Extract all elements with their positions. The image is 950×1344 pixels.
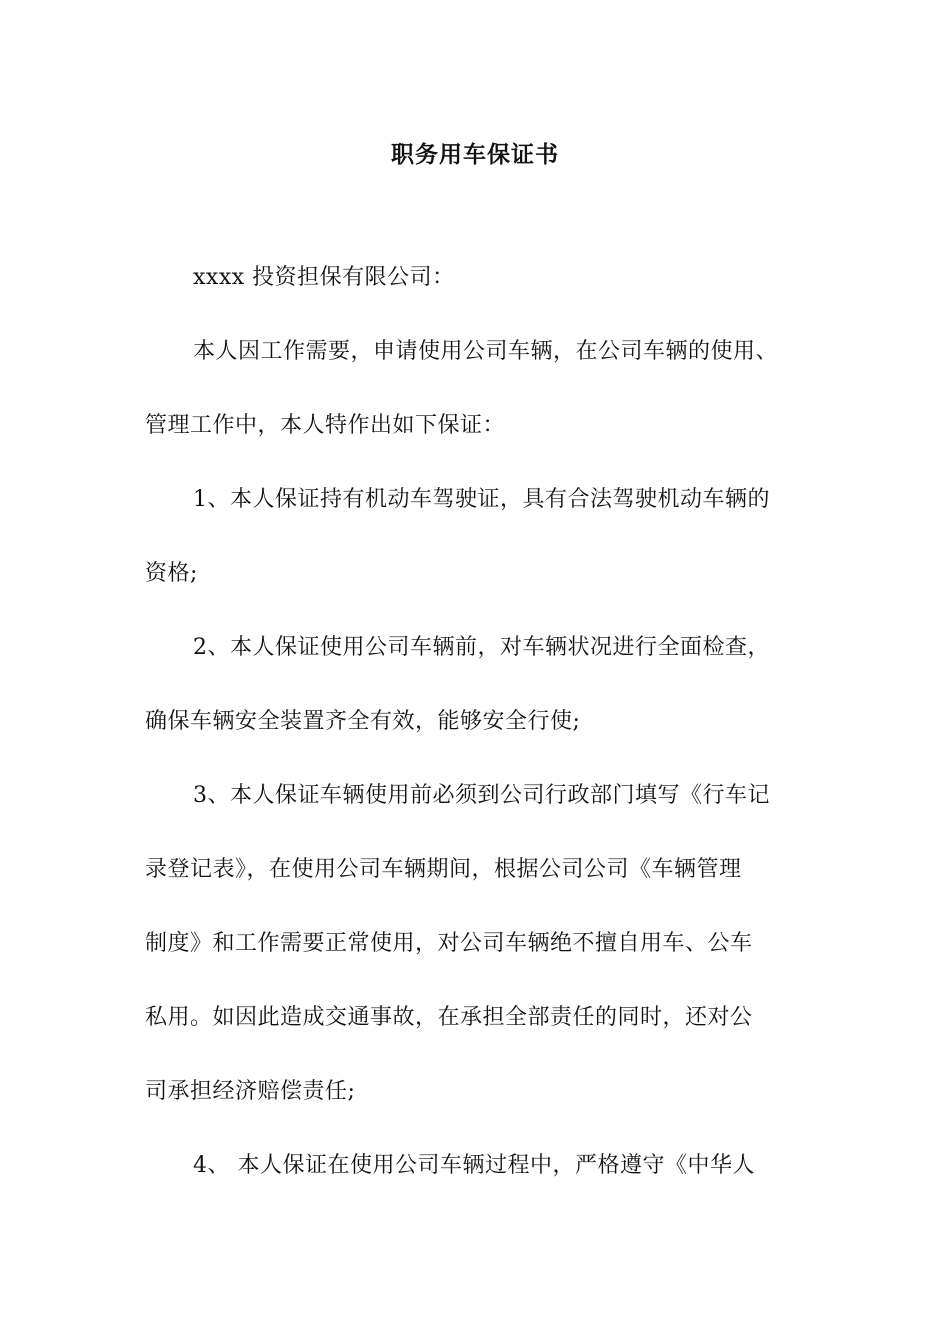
- body-line: 本人因工作需要，申请使用公司车辆，在公司车辆的使用、: [193, 339, 779, 364]
- body-line: 4、 本人保证在使用公司车辆过程中，严格遵守《中华人: [193, 1153, 755, 1178]
- body-line: 制度》和工作需要正常使用，对公司车辆绝不擅自用车、公车: [145, 931, 753, 956]
- body-line: 司承担经济赔偿责任;: [145, 1079, 356, 1104]
- body-line: 录登记表》，在使用公司车辆期间，根据公司公司《车辆管理: [145, 857, 742, 882]
- salutation-line: xxxx 投资担保有限公司：: [193, 265, 455, 290]
- body-line: 资格;: [145, 561, 198, 586]
- body-line: 私用。如因此造成交通事故，在承担全部责任的同时，还对公: [145, 1005, 753, 1030]
- document-title: 职务用车保证书: [391, 142, 559, 168]
- body-line: 1、本人保证持有机动车驾驶证，具有合法驾驶机动车辆的: [193, 487, 770, 512]
- body-line: 确保车辆安全装置齐全有效，能够安全行使;: [145, 709, 581, 734]
- body-line: 3、本人保证车辆使用前必须到公司行政部门填写《行车记: [193, 783, 770, 808]
- body-line: 2、本人保证使用公司车辆前，对车辆状况进行全面检查，: [193, 635, 770, 660]
- body-line: 管理工作中，本人特作出如下保证：: [145, 413, 506, 438]
